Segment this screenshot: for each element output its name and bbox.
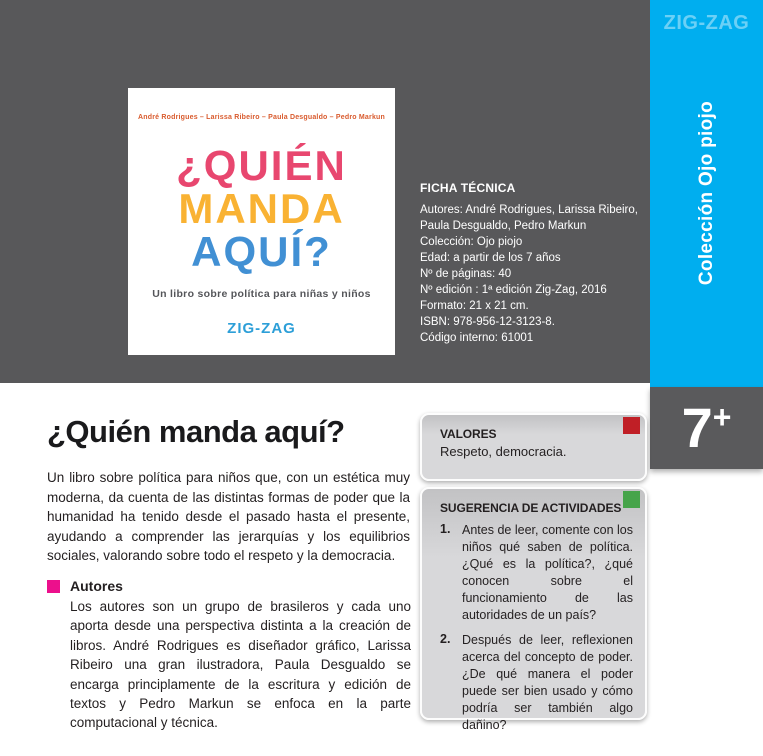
ficha-tecnica — [420, 181, 652, 346]
cover-title-line2: MANDA — [178, 185, 345, 232]
activity-number: 1. — [440, 522, 451, 536]
activity-item — [440, 522, 633, 624]
ficha-heading: FICHA TÉCNICA — [420, 181, 516, 195]
activity-number: 2. — [440, 632, 451, 646]
ficha-line: Autores: André Rodrigues, Larissa Ribeiro, Paula Desgualdo, Pedro Markun — [420, 204, 638, 232]
ficha-line: Nº edición : 1ª edición Zig-Zag, 2016 — [420, 284, 607, 296]
actividades-badge-square — [623, 491, 640, 508]
cover-subtitle: Un libro sobre política para niñas y niños — [152, 288, 371, 300]
header-band — [0, 0, 650, 383]
collection-label: Colección Ojo piojo — [695, 101, 717, 286]
age-badge-plus: + — [712, 398, 732, 435]
cover-title — [128, 144, 395, 273]
page-title: ¿Quién manda aquí? — [47, 414, 345, 449]
publisher-logo: ZIG-ZAG — [663, 12, 750, 34]
actividades-heading: SUGERENCIA DE ACTIVIDADES — [440, 501, 622, 515]
autores-bullet-square — [47, 580, 60, 593]
book-cover — [128, 88, 395, 355]
autores-paragraph: Los autores son un grupo de brasileros y cada uno aporta desde una perspectiva distinta a la creación de libros. André Rodrigues es diseñador gráfico, Larissa Ribeiro una gran ilustradora, Paula Desgualdo se encarga principlamente de la escritura y edición de textos y Pedro Markun se enfoca en la parte computacional y técnica. — [70, 599, 411, 731]
cover-publisher-logo: ZIG-ZAG — [227, 320, 296, 337]
ficha-line: Nº de páginas: 40 — [420, 268, 512, 280]
valores-panel — [420, 413, 647, 481]
actividades-list — [440, 522, 633, 734]
collection-label-wrap — [650, 0, 763, 387]
activity-text: Después de leer, reflexionen acerca del concepto de poder. ¿De qué manera el poder puede ser bien usado y cómo podría ser también algo dañino? — [462, 633, 633, 732]
ficha-line: Colección: Ojo piojo — [420, 236, 523, 248]
autores-heading-row — [47, 578, 123, 594]
cover-title-line1: ¿QUIÉN — [176, 142, 347, 189]
autores-heading: Autores — [70, 578, 123, 594]
age-badge — [650, 387, 763, 469]
ficha-lines — [420, 202, 652, 346]
valores-badge-square — [623, 417, 640, 434]
activity-item — [440, 632, 633, 734]
ficha-line: Código interno: 61001 — [420, 332, 534, 344]
activity-text: Antes de leer, comente con los niños qué saben de política. ¿Qué es la política?, ¿qué conocen sobre el funcionamiento de las autoridades de un país? — [462, 523, 633, 622]
brand-band — [650, 0, 763, 387]
ficha-line: Edad: a partir de los 7 años — [420, 252, 561, 264]
valores-text: Respeto, democracia. — [440, 444, 567, 459]
ficha-line: ISBN: 978-956-12-3123-8. — [420, 316, 555, 328]
cover-title-line3: AQUÍ? — [191, 228, 332, 275]
actividades-panel — [420, 487, 647, 732]
ficha-line: Formato: 21 x 21 cm. — [420, 300, 529, 312]
intro-paragraph: Un libro sobre política para niños que, con un estética muy moderna, da cuenta de las distintas formas de poder que la humanidad ha tenido desde el pasado hasta el presente, ayudando a comprender las jerarquías y los equilibrios sociales, valorando sobre todo el respeto y la democracia. — [47, 470, 410, 564]
valores-heading: VALORES — [440, 427, 497, 441]
cover-authors-line: André Rodrigues – Larissa Ribeiro – Paula Desgualdo – Pedro Markun — [138, 114, 385, 121]
age-badge-number: 7 — [681, 396, 713, 459]
